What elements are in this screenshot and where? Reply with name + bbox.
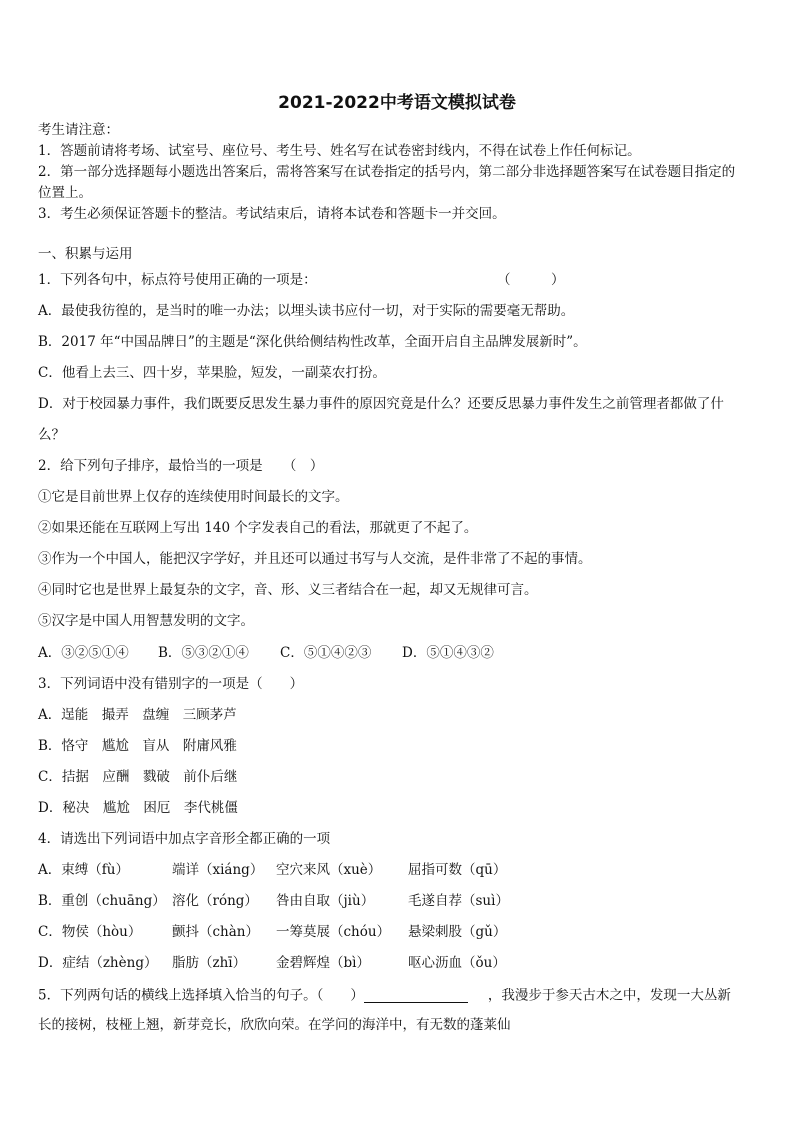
- option-word: C．物侯（hòu）: [38, 924, 142, 940]
- question-3-stem: 3．下列词语中没有错别字的一项是（ ）: [38, 676, 304, 692]
- sentence-4: ④同时它也是世界上最复杂的文字，音、形、义三者结合在一起，却又无规律可言。: [38, 582, 538, 598]
- sentence-2: ②如果还能在互联网上写出 140 个字发表自己的看法，那就更了不起了。: [38, 520, 478, 536]
- sentence-3: ③作为一个中国人，能把汉字学好，并且还可以通过书写与人交流，是件非常了不起的事情。: [38, 551, 592, 567]
- question-stem-text: 1．下列各句中，标点符号使用正确的一项是：: [38, 272, 317, 288]
- fill-blank-line: [364, 988, 468, 1003]
- option-word: 屈指可数（qū）: [408, 862, 507, 878]
- answer-paren: （ ）: [497, 272, 565, 288]
- option-a: [38, 864, 506, 878]
- option-word: D．症结（zhèng）: [38, 955, 158, 971]
- section-heading: 一、积累与运用: [38, 246, 133, 262]
- option-word: B．重创（chuāng）: [38, 893, 166, 909]
- option-b: B．2017 年“中国品牌日”的主题是“深化供给侧结构性改革，全面开启自主品牌发展新时”。: [38, 334, 587, 350]
- notice-item: 2．第一部分选择题每小题选出答案后，需将答案写在试卷指定的括号内，第二部分非选择题答案写在试卷题目指定的: [38, 164, 736, 180]
- question-stem-text: 5．下列两句话的横线上选择填入恰当的句子。（ ）: [38, 987, 364, 1004]
- question-2-options: [38, 647, 494, 661]
- option-d: D．⑤①④③②: [402, 645, 494, 661]
- option-word: 金碧辉煌（bì）: [276, 955, 370, 971]
- option-word: A．束缚（fù）: [38, 862, 129, 878]
- option-word: 悬梁刺股（gǔ）: [408, 924, 507, 940]
- notice-heading: 考生请注意：: [38, 122, 119, 138]
- option-a: A．逞能 撮弄 盘缠 三顾茅芦: [38, 707, 237, 723]
- option-b: [38, 895, 509, 909]
- question-2-stem: 2．给下列句子排序，最恰当的一项是 （ ）: [38, 458, 324, 474]
- option-word: 颤抖（chàn）: [172, 924, 259, 940]
- option-c: C．拮据 应酬 戮破 前仆后继: [38, 769, 238, 785]
- option-b: B．恪守 尴尬 盲从 附庸风雅: [38, 738, 237, 754]
- option-c: [38, 926, 506, 940]
- option-c: C．他看上去三、四十岁，苹果脸，短发，一副菜农打扮。: [38, 365, 386, 381]
- option-word: 溶化（róng）: [172, 893, 258, 909]
- notice-item: 位置上。: [38, 185, 92, 201]
- page-title: 2021-2022中考语文模拟试卷: [278, 93, 516, 113]
- option-d: D．秘决 尴尬 困厄 李代桃僵: [38, 800, 238, 816]
- option-b: B．⑤③②①④: [158, 645, 249, 661]
- option-c: C．⑤①④②③: [280, 645, 372, 661]
- question-5-cont: 长的接树，枝桠上翘，新芽竞长，欣欣向荣。在学问的海洋中，有无数的蓬莱仙: [38, 1017, 511, 1033]
- option-a: A．最使我彷徨的，是当时的唯一办法；以埋头读书应付一切，对于实际的需要毫无帮助。: [38, 303, 575, 319]
- question-5-stem: [38, 988, 731, 1003]
- option-word: 一筹莫展（chóu）: [276, 924, 391, 940]
- option-word: 端详（xiáng）: [172, 862, 264, 878]
- option-word: 毛遂自荐（suì）: [408, 893, 509, 909]
- option-word: 脂肪（zhī）: [172, 955, 247, 971]
- option-word: 呕心沥血（ǒu）: [408, 955, 506, 971]
- option-a: A．③②⑤①④: [38, 645, 129, 661]
- option-d-cont: 么？: [38, 427, 65, 443]
- option-word: 咎由自取（jiù）: [276, 893, 375, 909]
- question-4-stem: 4．请选出下列词语中加点字音形全都正确的一项: [38, 831, 331, 847]
- sentence-5: ⑤汉字是中国人用智慧发明的文字。: [38, 613, 254, 629]
- option-word: 空穴来风（xuè）: [276, 862, 382, 878]
- notice-item: 1．答题前请将考场、试室号、座位号、考生号、姓名写在试卷密封线内，不得在试卷上作任何标记。: [38, 143, 641, 159]
- question-1-stem: [38, 272, 565, 288]
- option-d: [38, 957, 506, 971]
- sentence-1: ①它是目前世界上仅存的连续使用时间最长的文字。: [38, 489, 349, 505]
- question-stem-cont: ，我漫步于参天古木之中，发现一大丛新: [487, 987, 731, 1004]
- notice-item: 3．考生必须保证答题卡的整洁。考试结束后，请将本试卷和答题卡一并交回。: [38, 206, 506, 222]
- option-d: D．对于校园暴力事件，我们既要反思发生暴力事件的原因究竟是什么？还要反思暴力事件发生之前管理者都做了什: [38, 396, 724, 412]
